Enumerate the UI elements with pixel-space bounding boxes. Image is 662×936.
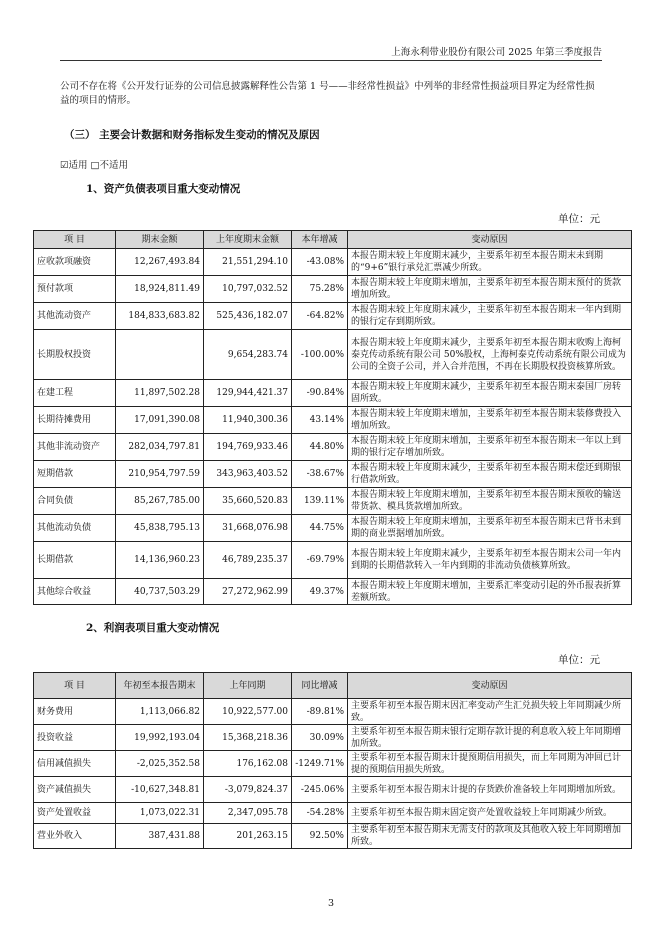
row-change-pct: 92.50% — [292, 824, 348, 849]
balance-sheet-title: 1、资产负债表项目重大变动情况 — [86, 183, 241, 195]
row-prior-amount: 31,668,076.98 — [204, 515, 292, 542]
table-row — [34, 777, 632, 803]
row-current-amount: 1,113,066.82 — [116, 699, 204, 725]
row-item: 短期借款 — [34, 461, 116, 488]
row-prior-amount: 15,368,218.36 — [204, 725, 292, 751]
income-statement-title: 2、利润表项目重大变动情况 — [86, 622, 220, 634]
row-current-amount: 11,897,502.28 — [116, 380, 204, 407]
row-prior-amount: 129,944,421.37 — [204, 380, 292, 407]
page-header: 上海永利带业股份有限公司 2025 年第三季度报告 — [391, 47, 602, 58]
row-current-amount: 12,267,493.84 — [116, 249, 204, 276]
row-change-pct: -64.82% — [292, 303, 348, 330]
table-row — [34, 276, 632, 303]
row-change-pct: 44.75% — [292, 515, 348, 542]
row-prior-amount: 10,797,032.52 — [204, 276, 292, 303]
row-prior-amount: 10,922,577.00 — [204, 699, 292, 725]
header-item: 项 目 — [34, 673, 116, 699]
row-change-pct: -69.79% — [292, 542, 348, 579]
row-current-amount: 387,431.88 — [116, 824, 204, 849]
row-prior-amount: 35,660,520.83 — [204, 488, 292, 515]
table-row — [34, 699, 632, 725]
row-prior-amount: 9,654,283.74 — [204, 330, 292, 380]
header-current: 期末金额 — [116, 231, 204, 249]
row-reason: 主要系年初至本报告期末因汇率变动产生汇兑损失较上年同期减少所致。 — [348, 699, 632, 725]
row-reason: 主要系年初至本报告期末计提的存货跌价准备较上年同期增加所致。 — [348, 777, 632, 803]
header-change: 本年增减 — [292, 231, 348, 249]
row-prior-amount: 46,789,235.37 — [204, 542, 292, 579]
row-change-pct: 75.28% — [292, 276, 348, 303]
row-reason: 本报告期末较上年度期末减少，主要系年初至本报告期末公司一年内到期的长期借款转入一年内到期的非流动负债核算所致。 — [348, 542, 632, 579]
row-prior-amount: 176,162.08 — [204, 751, 292, 777]
row-reason: 本报告期末较上年度期末增加，主要系年初至本报告期末一年以上到期的银行定存增加所致。 — [348, 434, 632, 461]
row-change-pct: 30.09% — [292, 725, 348, 751]
header-change: 同比增减 — [292, 673, 348, 699]
table-row — [34, 488, 632, 515]
row-item: 投资收益 — [34, 725, 116, 751]
row-change-pct: -1249.71% — [292, 751, 348, 777]
row-current-amount: 18,924,811.49 — [116, 276, 204, 303]
row-current-amount: 40,737,503.29 — [116, 579, 204, 605]
table-row — [34, 434, 632, 461]
table-row — [34, 515, 632, 542]
row-current-amount: 1,073,022.31 — [116, 803, 204, 824]
header-prior: 上年度期末金额 — [204, 231, 292, 249]
row-item: 其他流动负债 — [34, 515, 116, 542]
row-reason: 本报告期末较上年度期末减少，主要系年初至本报告期末未到期的“9+6”银行承兑汇票减少所致。 — [348, 249, 632, 276]
header-prior: 上年同期 — [204, 673, 292, 699]
row-current-amount: 17,091,390.08 — [116, 407, 204, 434]
row-reason: 主要系年初至本报告期末计提预期信用损失，而上年同期为冲回已计提的预期信用损失所致。 — [348, 751, 632, 777]
intro-paragraph: 公司不存在将《公开发行证券的公司信息披露解释性公告第 1 号——非经常性损益》中列举的非经常性损益项目界定为经常性损益的项目的情形。 — [60, 81, 595, 106]
row-reason: 本报告期末较上年度期末减少，主要系年初至本报告期末泰国厂房转固所致。 — [348, 380, 632, 407]
row-item: 营业外收入 — [34, 824, 116, 849]
row-current-amount: -10,627,348.81 — [116, 777, 204, 803]
row-change-pct: -90.84% — [292, 380, 348, 407]
row-reason: 主要系年初至本报告期末固定资产处置收益较上年同期减少所致。 — [348, 803, 632, 824]
row-item: 应收款项融资 — [34, 249, 116, 276]
table-row — [34, 824, 632, 849]
table-row — [34, 407, 632, 434]
row-prior-amount: -3,079,824.37 — [204, 777, 292, 803]
row-item: 合同负债 — [34, 488, 116, 515]
row-change-pct: -89.81% — [292, 699, 348, 725]
row-current-amount: 85,267,785.00 — [116, 488, 204, 515]
income-statement-table — [33, 672, 632, 849]
table-row — [34, 725, 632, 751]
row-item: 财务费用 — [34, 699, 116, 725]
row-item: 长期借款 — [34, 542, 116, 579]
table-row — [34, 461, 632, 488]
row-change-pct: -38.67% — [292, 461, 348, 488]
header-item: 项 目 — [34, 231, 116, 249]
row-reason: 本报告期末较上年度期末增加，主要系汇率变动引起的外币报表折算差额所致。 — [348, 579, 632, 605]
row-prior-amount: 21,551,294.10 — [204, 249, 292, 276]
table-row — [34, 751, 632, 777]
row-item: 长期待摊费用 — [34, 407, 116, 434]
row-reason: 本报告期末较上年度期末增加，主要系年初至本报告期末已背书未到期的商业票据增加所致。 — [348, 515, 632, 542]
row-item: 长期股权投资 — [34, 330, 116, 380]
row-prior-amount: 201,263.15 — [204, 824, 292, 849]
row-current-amount: 210,954,797.59 — [116, 461, 204, 488]
table-row — [34, 330, 632, 380]
table-row — [34, 579, 632, 605]
row-item: 在建工程 — [34, 380, 116, 407]
row-reason: 本报告期末较上年度期末减少，主要系年初至本报告期末收购上海柯泰克传动系统有限公司 50%股权，上海柯泰克传动系统有限公司成为公司的全资子公司，并入合并范围，不再在长期股权投资核算所致。 — [348, 330, 632, 380]
row-reason: 主要系年初至本报告期末无需支付的款项及其他收入较上年同期增加所致。 — [348, 824, 632, 849]
row-item: 资产减值损失 — [34, 777, 116, 803]
row-current-amount: 282,034,797.81 — [116, 434, 204, 461]
row-current-amount: 45,838,795.13 — [116, 515, 204, 542]
page-number: 3 — [327, 898, 335, 909]
header-reason: 变动原因 — [348, 231, 632, 249]
row-prior-amount: 2,347,095.78 — [204, 803, 292, 824]
row-item: 信用减值损失 — [34, 751, 116, 777]
row-change-pct: 43.14% — [292, 407, 348, 434]
row-item: 预付款项 — [34, 276, 116, 303]
row-item: 其他综合收益 — [34, 579, 116, 605]
table-row — [34, 380, 632, 407]
row-prior-amount: 343,963,403.52 — [204, 461, 292, 488]
row-item: 资产处置收益 — [34, 803, 116, 824]
row-item: 其他流动资产 — [34, 303, 116, 330]
row-item: 其他非流动资产 — [34, 434, 116, 461]
income-unit-label: 单位：元 — [558, 654, 600, 666]
row-prior-amount: 525,436,182.07 — [204, 303, 292, 330]
row-change-pct: -245.06% — [292, 777, 348, 803]
section-title: （三） 主要会计数据和财务指标发生变动的情况及原因 — [64, 129, 320, 141]
row-prior-amount: 27,272,962.99 — [204, 579, 292, 605]
row-reason: 本报告期末较上年度期末减少，主要系年初至本报告期末偿还到期银行借款所致。 — [348, 461, 632, 488]
row-current-amount: 14,136,960.23 — [116, 542, 204, 579]
row-reason: 本报告期末较上年度期末减少，主要系年初至本报告期末一年内到期的银行定存到期所致。 — [348, 303, 632, 330]
row-reason: 本报告期末较上年度期末增加，主要系年初至本报告期末预收的输送带货款、模具货款增加所致。 — [348, 488, 632, 515]
row-current-amount: 19,992,193.04 — [116, 725, 204, 751]
table-row — [34, 542, 632, 579]
row-change-pct: 49.37% — [292, 579, 348, 605]
row-prior-amount: 11,940,300.36 — [204, 407, 292, 434]
header-current: 年初至本报告期末 — [116, 673, 204, 699]
header-divider — [60, 60, 602, 61]
balance-unit-label: 单位：元 — [558, 213, 600, 225]
row-reason: 本报告期末较上年度期末增加，主要系年初至本报告期末装修费投入增加所致。 — [348, 407, 632, 434]
row-change-pct: 139.11% — [292, 488, 348, 515]
row-prior-amount: 194,769,933.46 — [204, 434, 292, 461]
header-reason: 变动原因 — [348, 673, 632, 699]
row-change-pct: 44.80% — [292, 434, 348, 461]
applicable-checkbox-line: ☑适用 □不适用 — [60, 160, 129, 171]
row-current-amount: -2,025,352.58 — [116, 751, 204, 777]
row-change-pct: -54.28% — [292, 803, 348, 824]
table-row — [34, 303, 632, 330]
row-current-amount — [116, 330, 204, 380]
table-row — [34, 803, 632, 824]
row-change-pct: -43.08% — [292, 249, 348, 276]
balance-sheet-table — [33, 230, 632, 605]
row-reason: 本报告期末较上年度期末增加，主要系年初至本报告期末预付的货款增加所致。 — [348, 276, 632, 303]
table-row — [34, 249, 632, 276]
row-current-amount: 184,833,683.82 — [116, 303, 204, 330]
row-change-pct: -100.00% — [292, 330, 348, 380]
row-reason: 主要系年初至本报告期末银行定期存款计提的利息收入较上年同期增加所致。 — [348, 725, 632, 751]
